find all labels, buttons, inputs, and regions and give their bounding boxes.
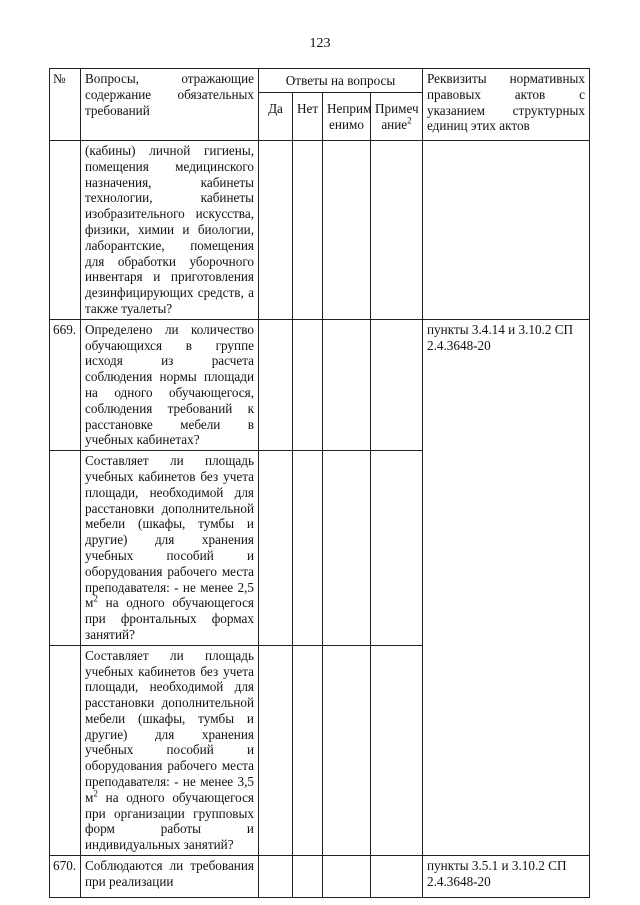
row-number: 669. bbox=[50, 319, 81, 450]
answer-na-cell bbox=[323, 141, 371, 320]
header-number: № bbox=[50, 69, 81, 141]
answer-no-cell bbox=[293, 856, 323, 898]
row-number bbox=[50, 451, 81, 646]
answer-na-cell bbox=[323, 856, 371, 898]
answer-note-cell bbox=[371, 856, 423, 898]
row-number bbox=[50, 141, 81, 320]
header-note bbox=[371, 93, 423, 141]
row-question-text-end: на одного обучающегося при фронтальных формах занятий? bbox=[85, 595, 254, 642]
answer-note-cell bbox=[371, 141, 423, 320]
header-answers: Ответы на вопросы bbox=[259, 69, 423, 93]
answer-yes-cell bbox=[259, 451, 293, 646]
answer-no-cell bbox=[293, 645, 323, 855]
answer-note-cell bbox=[371, 319, 423, 450]
row-question-text: Составляет ли площадь учебных кабинетов без учета площади, необходимой для расстановки дополнительной мебели (шкафы, тумбы и другие) для хранения учебных пособий и оборудования рабочего места преподавателя: - не менее 3,5 м bbox=[85, 647, 254, 805]
row-question: Соблюдаются ли требования при реализации bbox=[81, 856, 259, 898]
row-question: Определено ли количество обучающихся в группе исходя из расчета соблюдения нормы площади на одного обучающегося, соблюдения требований к расстановке мебели в учебных кабинетах? bbox=[81, 319, 259, 450]
answer-no-cell bbox=[293, 141, 323, 320]
row-question-text-end: на одного обучающегося при организации групповых форм работы и индивидуальных занятий? bbox=[85, 789, 254, 853]
page-number: 123 bbox=[309, 36, 331, 51]
table-row bbox=[50, 141, 590, 320]
answer-yes-cell bbox=[259, 141, 293, 320]
answer-note-cell bbox=[371, 451, 423, 646]
row-question bbox=[81, 451, 259, 646]
answer-yes-cell bbox=[259, 645, 293, 855]
row-question bbox=[81, 645, 259, 855]
row-number bbox=[50, 645, 81, 855]
row-reference bbox=[423, 141, 590, 320]
answer-no-cell bbox=[293, 451, 323, 646]
row-number: 670. bbox=[50, 856, 81, 898]
row-question-sup: 2 bbox=[93, 593, 98, 604]
row-reference: пункты 3.5.1 и 3.10.2 СП 2.4.3648-20 bbox=[423, 856, 590, 898]
row-question: (кабины) личной гигиены, помещения медицинского назначения, кабинеты технологии, кабинеты изобразительного искусства, физики, химии и биологии, лаборантские, помещения для обработки уборочного инвентаря и приготовления дезинфицирующих средств, а также туалеты? bbox=[81, 141, 259, 320]
checklist-table bbox=[49, 68, 590, 898]
answer-note-cell bbox=[371, 645, 423, 855]
answer-na-cell bbox=[323, 319, 371, 450]
header-yes: Да bbox=[259, 93, 293, 141]
row-question-sup: 2 bbox=[93, 788, 98, 799]
header-note-text: Примеч ание bbox=[375, 101, 419, 132]
answer-no-cell bbox=[293, 319, 323, 450]
header-note-sup: 2 bbox=[407, 115, 412, 126]
header-reference: Реквизиты нормативных правовых актов с указанием структурных единиц этих актов bbox=[423, 69, 590, 141]
table-row bbox=[50, 856, 590, 898]
header-no: Нет bbox=[293, 93, 323, 141]
header-not-applicable: Неприм енимо bbox=[323, 93, 371, 141]
answer-yes-cell bbox=[259, 856, 293, 898]
answer-na-cell bbox=[323, 451, 371, 646]
row-reference: пункты 3.4.14 и 3.10.2 СП 2.4.3648-20 bbox=[423, 319, 590, 855]
answer-yes-cell bbox=[259, 319, 293, 450]
table-row bbox=[50, 319, 590, 450]
row-question-text: Составляет ли площадь учебных кабинетов без учета площади, необходимой для расстановки дополнительной мебели (шкафы, тумбы и другие) для хранения учебных пособий и оборудования рабочего места преподавателя: - не менее 2,5 м bbox=[85, 453, 254, 611]
answer-na-cell bbox=[323, 645, 371, 855]
header-question: Вопросы, отражающие содержание обязательных требований bbox=[81, 69, 259, 141]
